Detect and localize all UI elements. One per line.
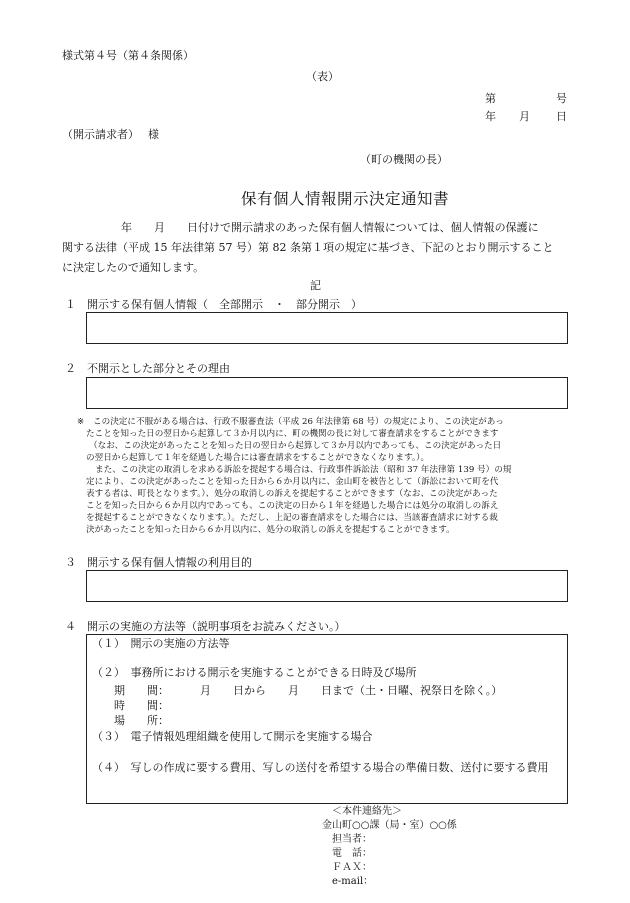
intro-line-3: に決定したので通知します。: [62, 261, 205, 274]
intro-line-1: 年 月 日付けで開示請求のあった保有個人情報については、個人情報の保護に: [121, 221, 539, 234]
place-label: 場 所：: [114, 714, 169, 727]
section-2-number: ２: [65, 362, 76, 375]
contact-phone: 電 話：: [332, 848, 372, 859]
year-label: 年: [485, 110, 496, 123]
go-label: 号: [556, 92, 567, 105]
document-title: 保有個人情報開示決定通知書: [241, 190, 450, 208]
section-1-number: １: [65, 298, 76, 311]
omote-label: （表）: [306, 70, 339, 83]
section-4-label: 開示の実施の方法等（説明事項をお読みください。）: [87, 620, 346, 633]
notice-line-7: 表する者は、町長となります。）、処分の取消しの訴えを提起することができます（なお、この決定があった: [86, 489, 498, 499]
notice-line-2: たことを知った日の翌日から起算して３か月以内に、町の機関の長に対して審査請求をすることができます: [86, 429, 499, 439]
notice-line-1: この決定に不服がある場合は、行政不服審査法（平成 26 年法律第 68 号）の規定により、この決定があっ: [93, 417, 504, 427]
notice-line-6: 定により、この決定があったことを知った日から６か月以内に、金山町を被告として（訴訟において町を代: [86, 477, 499, 487]
notice-mark: ※: [77, 417, 85, 427]
notice-line-4: の翌日から起算して１年を経過した場合には審査請求をすることができなくなります。）。: [86, 453, 430, 463]
intro-line-2: 関する法律（平成 15 年法律第 57 号）第 82 条第１項の規定に基づき、下記のとおり開示すること: [62, 241, 554, 254]
section-1-label: 開示する保有個人情報（ 全部開示 ・ 部分開示 ）: [87, 298, 362, 311]
contact-fax: ＦＡＸ：: [332, 862, 372, 873]
period-value: 月 日から 月 日まで（土・日曜、祝祭日を除く。）: [200, 684, 503, 697]
method-item-3: （３） 電子情報処理組織を使用して開示を実施する場合: [92, 730, 373, 743]
section-2-label: 不開示とした部分とその理由: [87, 362, 230, 375]
notice-line-5: また、この決定の取消しを求める訴訟を提起する場合は、行政事件訴訟法（昭和 37 年法律第 139 号）の規: [95, 465, 512, 475]
month-label: 月: [519, 110, 530, 123]
dai-label: 第: [485, 92, 496, 105]
ki-label: 記: [310, 279, 321, 292]
section-3-label: 開示する保有個人情報の利用目的: [87, 556, 252, 569]
form-number: 様式第４号（第４条関係）: [62, 49, 194, 62]
method-item-2: （２） 事務所における開示を実施することができる日時及び場所: [92, 666, 417, 679]
agency-head-label: （町の機関の長）: [360, 153, 448, 166]
section-1-box: [86, 312, 568, 344]
contact-department: 金山町○○課（局・室）○○係: [322, 820, 457, 831]
method-item-4: （４） 写しの作成に要する費用、写しの送付を希望する場合の準備日数、送付に要する費用: [92, 761, 549, 774]
notice-line-3: （なお、この決定があったことを知った日の翌日から起算して３か月以内であっても、この決定があった日: [89, 441, 502, 451]
section-3-box: [86, 570, 568, 602]
section-2-box: [86, 377, 568, 409]
notice-line-10: 決があったことを知った日から６か月以内に、処分の取消しの訴えを提起することができます。: [86, 525, 455, 535]
requester-label: （開示請求者） 様: [62, 128, 159, 141]
contact-email: e-mail：: [332, 876, 374, 887]
section-3-number: ３: [65, 556, 76, 569]
section-4-number: ４: [65, 620, 76, 633]
section-4-box: [86, 634, 568, 804]
time-label: 時 間：: [114, 699, 169, 712]
contact-person: 担当者：: [332, 834, 372, 845]
contact-heading: ＜本件連絡先＞: [332, 806, 402, 817]
notice-line-9: を提起することができなくなります。）。ただし、上記の審査請求をした場合には、当該審査請求に対する裁: [86, 513, 498, 523]
method-item-1: （１） 開示の実施の方法等: [92, 637, 230, 650]
notice-line-8: ことを知った日から６か月以内であっても、この決定の日から１年を経過した場合には処分の取消しの訴え: [86, 501, 499, 511]
period-label: 期 間：: [114, 684, 169, 697]
day-label: 日: [556, 110, 567, 123]
